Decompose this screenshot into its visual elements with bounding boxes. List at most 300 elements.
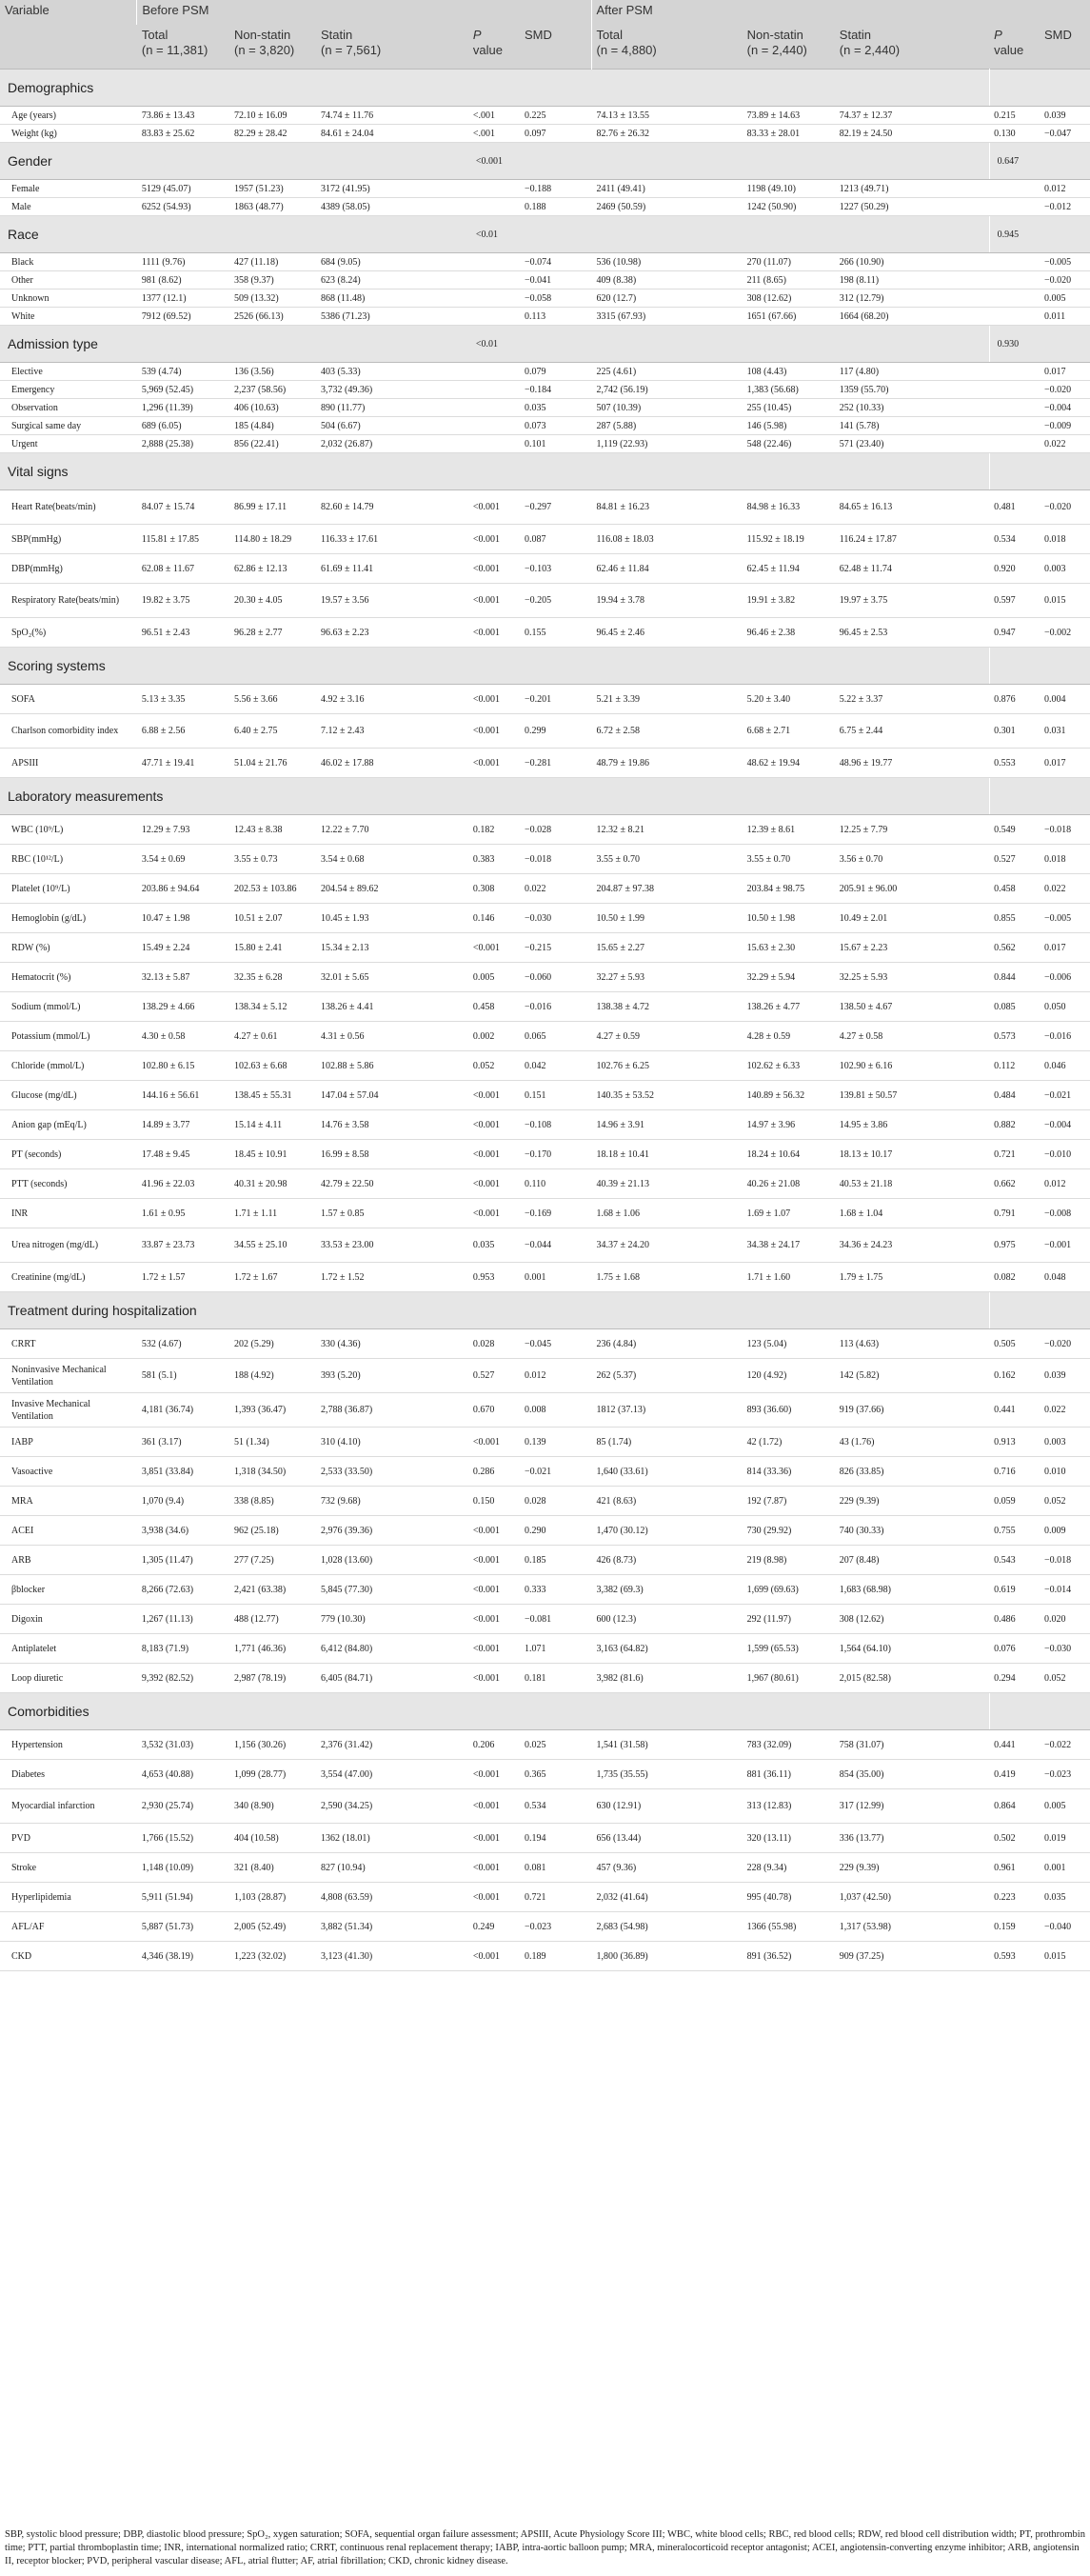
table-cell: 0.151: [520, 1081, 591, 1110]
table-cell: 779 (10.30): [316, 1605, 468, 1634]
table-cell: 5.21 ± 3.39: [591, 685, 743, 714]
section-header-row: [0, 778, 1090, 815]
table-cell: 0.299: [520, 714, 591, 749]
table-cell: 1.79 ± 1.75: [835, 1263, 989, 1292]
table-cell: −0.215: [520, 933, 591, 963]
table-cell: 1.71 ± 1.11: [229, 1199, 316, 1228]
row-label: Potassium (mmol/L): [0, 1022, 137, 1051]
row-label: PT (seconds): [0, 1140, 137, 1169]
row-label: CRRT: [0, 1329, 137, 1359]
table-cell: −0.020: [1040, 1329, 1090, 1359]
table-cell: 4,181 (36.74): [137, 1393, 229, 1428]
table-cell: −0.021: [520, 1457, 591, 1487]
table-cell: −0.041: [520, 271, 591, 290]
table-cell: 0.011: [1040, 308, 1090, 326]
table-cell: 141 (5.78): [835, 417, 989, 435]
table-cell: −0.014: [1040, 1575, 1090, 1605]
table-cell: 2,930 (25.74): [137, 1789, 229, 1824]
table-cell: 1242 (50.90): [743, 198, 835, 216]
table-cell: [468, 271, 520, 290]
table-cell: −0.005: [1040, 904, 1090, 933]
header-row-groups: [0, 0, 1090, 25]
table-cell: 73.89 ± 14.63: [743, 107, 835, 125]
table-cell: 1,223 (32.02): [229, 1942, 316, 1971]
section-title: Treatment during hospitalization: [0, 1292, 468, 1329]
table-cell: 5129 (45.07): [137, 180, 229, 198]
section-spacer: [520, 778, 989, 815]
table-cell: 48.96 ± 19.77: [835, 749, 989, 778]
table-cell: 0.185: [520, 1546, 591, 1575]
table-row: [0, 1760, 1090, 1789]
table-cell: −0.018: [1040, 1546, 1090, 1575]
table-cell: 0.844: [989, 963, 1040, 992]
table-cell: 0.562: [989, 933, 1040, 963]
table-cell: 426 (8.73): [591, 1546, 743, 1575]
table-cell: 83.33 ± 28.01: [743, 125, 835, 143]
section-p-value-before: <0.01: [468, 216, 520, 253]
column-header-line2: value: [994, 43, 1024, 57]
table-cell: 211 (8.65): [743, 271, 835, 290]
table-cell: 0.079: [520, 363, 591, 381]
table-cell: 0.002: [468, 1022, 520, 1051]
column-header-line2: value: [472, 43, 503, 57]
table-cell: 457 (9.36): [591, 1853, 743, 1883]
table-cell: 51 (1.34): [229, 1428, 316, 1457]
table-cell: 73.86 ± 13.43: [137, 107, 229, 125]
table-cell: 32.13 ± 5.87: [137, 963, 229, 992]
row-label: Surgical same day: [0, 417, 137, 435]
table-cell: −0.297: [520, 490, 591, 525]
table-cell: 138.34 ± 5.12: [229, 992, 316, 1022]
table-cell: 102.63 ± 6.68: [229, 1051, 316, 1081]
table-cell: 1366 (55.98): [743, 1912, 835, 1942]
table-cell: 0.882: [989, 1110, 1040, 1140]
table-cell: 0.059: [989, 1487, 1040, 1516]
table-row: [0, 525, 1090, 554]
table-cell: 0.022: [1040, 435, 1090, 453]
table-cell: 310 (4.10): [316, 1428, 468, 1457]
table-cell: 890 (11.77): [316, 399, 468, 417]
table-cell: 1,119 (22.93): [591, 435, 743, 453]
table-cell: 18.13 ± 10.17: [835, 1140, 989, 1169]
table-cell: 4.31 ± 0.56: [316, 1022, 468, 1051]
table-cell: 0.791: [989, 1199, 1040, 1228]
section-p-value-after: 0.647: [989, 143, 1040, 180]
table-cell: 15.49 ± 2.24: [137, 933, 229, 963]
table-cell: −0.008: [1040, 1199, 1090, 1228]
table-cell: 1,599 (65.53): [743, 1634, 835, 1664]
table-row: [0, 1634, 1090, 1664]
table-cell: −0.188: [520, 180, 591, 198]
table-cell: 4389 (58.05): [316, 198, 468, 216]
table-cell: 4,346 (38.19): [137, 1942, 229, 1971]
table-cell: 207 (8.48): [835, 1546, 989, 1575]
table-cell: 142 (5.82): [835, 1359, 989, 1393]
table-cell: 108 (4.43): [743, 363, 835, 381]
row-label: Other: [0, 271, 137, 290]
table-cell: 0.670: [468, 1393, 520, 1428]
table-cell: 0.025: [520, 1730, 591, 1760]
table-cell: 1.71 ± 1.60: [743, 1263, 835, 1292]
row-label: ARB: [0, 1546, 137, 1575]
table-cell: 8,183 (71.9): [137, 1634, 229, 1664]
table-cell: 113 (4.63): [835, 1329, 989, 1359]
table-cell: 3,732 (49.36): [316, 381, 468, 399]
row-label: IABP: [0, 1428, 137, 1457]
table-cell: −0.023: [520, 1912, 591, 1942]
table-cell: 83.83 ± 25.62: [137, 125, 229, 143]
table-cell: 336 (13.77): [835, 1824, 989, 1853]
table-cell: 0.294: [989, 1664, 1040, 1693]
table-cell: 0.003: [1040, 554, 1090, 584]
table-cell: 219 (8.98): [743, 1546, 835, 1575]
table-cell: 0.017: [1040, 933, 1090, 963]
table-cell: 12.32 ± 8.21: [591, 815, 743, 845]
table-row: [0, 435, 1090, 453]
table-cell: 0.534: [520, 1789, 591, 1824]
table-cell: 630 (12.91): [591, 1789, 743, 1824]
table-cell: 9,392 (82.52): [137, 1664, 229, 1693]
table-cell: 2,015 (82.58): [835, 1664, 989, 1693]
table-cell: 0.458: [989, 874, 1040, 904]
table-cell: −0.045: [520, 1329, 591, 1359]
table-cell: 20.30 ± 4.05: [229, 584, 316, 618]
section-p-value-before: [468, 1292, 520, 1329]
table-cell: 84.07 ± 15.74: [137, 490, 229, 525]
table-cell: [989, 271, 1040, 290]
row-label: White: [0, 308, 137, 326]
table-cell: 1,267 (11.13): [137, 1605, 229, 1634]
table-cell: 136 (3.56): [229, 363, 316, 381]
table-cell: <0.001: [468, 1575, 520, 1605]
table-row: [0, 290, 1090, 308]
row-label: SpO₂(%): [0, 618, 137, 648]
table-cell: 0.527: [989, 845, 1040, 874]
table-row: [0, 618, 1090, 648]
section-p-value-before: [468, 778, 520, 815]
row-label: PVD: [0, 1824, 137, 1853]
table-cell: 0.181: [520, 1664, 591, 1693]
table-cell: [989, 381, 1040, 399]
table-cell: 102.76 ± 6.25: [591, 1051, 743, 1081]
table-cell: 4.92 ± 3.16: [316, 685, 468, 714]
table-cell: 236 (4.84): [591, 1329, 743, 1359]
table-cell: 229 (9.39): [835, 1487, 989, 1516]
table-cell: <0.001: [468, 1081, 520, 1110]
table-cell: 72.10 ± 16.09: [229, 107, 316, 125]
table-cell: 40.53 ± 21.18: [835, 1169, 989, 1199]
table-cell: 962 (25.18): [229, 1516, 316, 1546]
table-cell: 0.046: [1040, 1051, 1090, 1081]
table-cell: 3,163 (64.82): [591, 1634, 743, 1664]
table-cell: 0.549: [989, 815, 1040, 845]
table-cell: <0.001: [468, 490, 520, 525]
table-cell: 0.113: [520, 308, 591, 326]
table-cell: 548 (22.46): [743, 435, 835, 453]
table-cell: 3.54 ± 0.69: [137, 845, 229, 874]
table-cell: 15.65 ± 2.27: [591, 933, 743, 963]
table-cell: 0.001: [1040, 1853, 1090, 1883]
table-cell: <.001: [468, 125, 520, 143]
table-cell: 205.91 ± 96.00: [835, 874, 989, 904]
row-label: Platelet (10⁹/L): [0, 874, 137, 904]
table-cell: 12.39 ± 8.61: [743, 815, 835, 845]
table-cell: 82.76 ± 26.32: [591, 125, 743, 143]
table-cell: 1213 (49.71): [835, 180, 989, 198]
table-cell: 1359 (55.70): [835, 381, 989, 399]
section-title: Laboratory measurements: [0, 778, 468, 815]
section-spacer: [520, 70, 989, 107]
table-cell: 16.99 ± 8.58: [316, 1140, 468, 1169]
section-spacer: [1040, 1292, 1090, 1329]
table-cell: 32.29 ± 5.94: [743, 963, 835, 992]
table-row: [0, 685, 1090, 714]
table-cell: 919 (37.66): [835, 1393, 989, 1428]
section-header-row: [0, 70, 1090, 107]
table-cell: [468, 180, 520, 198]
section-title: Vital signs: [0, 453, 468, 490]
table-cell: 5,911 (51.94): [137, 1883, 229, 1912]
table-cell: −0.058: [520, 290, 591, 308]
section-p-value-before: <0.001: [468, 143, 520, 180]
table-cell: 3.54 ± 0.68: [316, 845, 468, 874]
table-cell: 33.53 ± 23.00: [316, 1228, 468, 1263]
column-header: [591, 25, 743, 70]
table-cell: 228 (9.34): [743, 1853, 835, 1883]
table-cell: 321 (8.40): [229, 1853, 316, 1883]
table-cell: 147.04 ± 57.04: [316, 1081, 468, 1110]
table-cell: 115.81 ± 17.85: [137, 525, 229, 554]
table-cell: 1,800 (36.89): [591, 1942, 743, 1971]
table-cell: 96.63 ± 2.23: [316, 618, 468, 648]
row-label: Observation: [0, 399, 137, 417]
table-cell: 1,564 (64.10): [835, 1634, 989, 1664]
row-label: Black: [0, 253, 137, 271]
table-cell: −0.103: [520, 554, 591, 584]
table-cell: 3,554 (47.00): [316, 1760, 468, 1789]
table-cell: 32.25 ± 5.93: [835, 963, 989, 992]
table-cell: 0.486: [989, 1605, 1040, 1634]
row-label: RDW (%): [0, 933, 137, 963]
table-cell: <0.001: [468, 1605, 520, 1634]
table-row: [0, 1457, 1090, 1487]
header-after-psm: After PSM: [591, 0, 1090, 25]
table-cell: 5,887 (51.73): [137, 1912, 229, 1942]
table-cell: 6.88 ± 2.56: [137, 714, 229, 749]
table-cell: 0.139: [520, 1428, 591, 1457]
table-cell: 340 (8.90): [229, 1789, 316, 1824]
row-label: Charlson comorbidity index: [0, 714, 137, 749]
table-row: [0, 874, 1090, 904]
table-cell: 1,296 (11.39): [137, 399, 229, 417]
section-p-value-before: [468, 1693, 520, 1730]
table-cell: 62.48 ± 11.74: [835, 554, 989, 584]
table-cell: 571 (23.40): [835, 435, 989, 453]
section-header-row: [0, 326, 1090, 363]
table-cell: 116.24 ± 17.87: [835, 525, 989, 554]
row-label: Emergency: [0, 381, 137, 399]
section-title: Demographics: [0, 70, 468, 107]
row-label: Female: [0, 180, 137, 198]
table-cell: 2,683 (54.98): [591, 1912, 743, 1942]
row-label: βblocker: [0, 1575, 137, 1605]
table-cell: 41.96 ± 22.03: [137, 1169, 229, 1199]
table-cell: <0.001: [468, 1824, 520, 1853]
table-cell: 0.015: [1040, 584, 1090, 618]
table-cell: 4.28 ± 0.59: [743, 1022, 835, 1051]
table-cell: 814 (33.36): [743, 1457, 835, 1487]
header-row-columns: [0, 25, 1090, 70]
table-cell: 308 (12.62): [743, 290, 835, 308]
table-cell: 1863 (48.77): [229, 198, 316, 216]
table-cell: 0.097: [520, 125, 591, 143]
section-p-value-after: 0.930: [989, 326, 1040, 363]
table-cell: <0.001: [468, 1664, 520, 1693]
table-cell: 2526 (66.13): [229, 308, 316, 326]
table-cell: 1.57 ± 0.85: [316, 1199, 468, 1228]
table-cell: 0.553: [989, 749, 1040, 778]
table-cell: 0.593: [989, 1942, 1040, 1971]
table-cell: 19.57 ± 3.56: [316, 584, 468, 618]
table-cell: 5386 (71.23): [316, 308, 468, 326]
table-cell: 0.035: [1040, 1883, 1090, 1912]
table-cell: 0.333: [520, 1575, 591, 1605]
table-cell: 15.80 ± 2.41: [229, 933, 316, 963]
table-cell: −0.044: [520, 1228, 591, 1263]
table-cell: 146 (5.98): [743, 417, 835, 435]
table-row: [0, 271, 1090, 290]
table-cell: 61.69 ± 11.41: [316, 554, 468, 584]
table-cell: 0.052: [1040, 1487, 1090, 1516]
table-cell: 0.039: [1040, 1359, 1090, 1393]
table-cell: 62.08 ± 11.67: [137, 554, 229, 584]
table-cell: 19.94 ± 3.78: [591, 584, 743, 618]
table-cell: 140.35 ± 53.52: [591, 1081, 743, 1110]
table-cell: 138.38 ± 4.72: [591, 992, 743, 1022]
table-row: [0, 1329, 1090, 1359]
table-cell: 116.33 ± 17.61: [316, 525, 468, 554]
section-header-row: [0, 648, 1090, 685]
table-cell: 1362 (18.01): [316, 1824, 468, 1853]
table-cell: 144.16 ± 56.61: [137, 1081, 229, 1110]
table-cell: 14.97 ± 3.96: [743, 1110, 835, 1140]
table-cell: 783 (32.09): [743, 1730, 835, 1760]
table-cell: −0.028: [520, 815, 591, 845]
column-header: [520, 25, 591, 70]
table-cell: 47.71 ± 19.41: [137, 749, 229, 778]
table-cell: 84.98 ± 16.33: [743, 490, 835, 525]
table-row: [0, 904, 1090, 933]
table-cell: 0.441: [989, 1730, 1040, 1760]
section-title: Race: [0, 216, 468, 253]
table-row: [0, 1883, 1090, 1912]
table-cell: 732 (9.68): [316, 1487, 468, 1516]
header-before-psm: Before PSM: [137, 0, 591, 25]
column-header: [316, 25, 468, 70]
section-p-value-before: [468, 70, 520, 107]
table-cell: 3.55 ± 0.70: [743, 845, 835, 874]
table-cell: 15.14 ± 4.11: [229, 1110, 316, 1140]
table-cell: 826 (33.85): [835, 1457, 989, 1487]
column-header: [1040, 25, 1090, 70]
table-cell: <0.001: [468, 1140, 520, 1169]
table-row: [0, 1487, 1090, 1516]
table-cell: 0.012: [1040, 1169, 1090, 1199]
row-label: Respiratory Rate(beats/min): [0, 584, 137, 618]
table-cell: <0.001: [468, 584, 520, 618]
section-p-value-after: [989, 648, 1040, 685]
table-cell: 0.194: [520, 1824, 591, 1853]
table-cell: 2,742 (56.19): [591, 381, 743, 399]
table-row: [0, 1393, 1090, 1428]
section-spacer: [520, 326, 989, 363]
table-cell: 0.017: [1040, 363, 1090, 381]
table-cell: 84.61 ± 24.04: [316, 125, 468, 143]
table-cell: 6252 (54.93): [137, 198, 229, 216]
table-cell: −0.281: [520, 749, 591, 778]
table-cell: <0.001: [468, 1760, 520, 1789]
section-spacer: [1040, 326, 1090, 363]
table-cell: 1.75 ± 1.68: [591, 1263, 743, 1292]
table-cell: 0.015: [1040, 1942, 1090, 1971]
table-cell: 202.53 ± 103.86: [229, 874, 316, 904]
table-cell: 138.26 ± 4.41: [316, 992, 468, 1022]
table-cell: 252 (10.33): [835, 399, 989, 417]
table-cell: −0.108: [520, 1110, 591, 1140]
table-cell: 2,533 (33.50): [316, 1457, 468, 1487]
section-spacer: [520, 216, 989, 253]
table-cell: 536 (10.98): [591, 253, 743, 271]
table-row: [0, 1199, 1090, 1228]
table-cell: 0.975: [989, 1228, 1040, 1263]
row-label: RBC (10¹²/L): [0, 845, 137, 874]
table-cell: 34.37 ± 24.20: [591, 1228, 743, 1263]
table-cell: 3,123 (41.30): [316, 1942, 468, 1971]
table-row: [0, 1853, 1090, 1883]
table-cell: 19.82 ± 3.75: [137, 584, 229, 618]
section-spacer: [1040, 453, 1090, 490]
row-label: DBP(mmHg): [0, 554, 137, 584]
table-cell: 4.27 ± 0.61: [229, 1022, 316, 1051]
table-cell: 0.755: [989, 1516, 1040, 1546]
table-cell: [468, 290, 520, 308]
table-row: [0, 1022, 1090, 1051]
table-cell: 909 (37.25): [835, 1942, 989, 1971]
table-cell: 102.80 ± 6.15: [137, 1051, 229, 1081]
table-cell: 102.62 ± 6.33: [743, 1051, 835, 1081]
table-row: [0, 399, 1090, 417]
table-cell: 185 (4.84): [229, 417, 316, 435]
table-cell: 3,938 (34.6): [137, 1516, 229, 1546]
section-spacer: [520, 453, 989, 490]
table-cell: 1812 (37.13): [591, 1393, 743, 1428]
table-row: [0, 1428, 1090, 1457]
table-cell: 138.26 ± 4.77: [743, 992, 835, 1022]
table-cell: 404 (10.58): [229, 1824, 316, 1853]
section-spacer: [520, 648, 989, 685]
table-cell: 0.085: [989, 992, 1040, 1022]
table-cell: 1111 (9.76): [137, 253, 229, 271]
table-cell: 32.27 ± 5.93: [591, 963, 743, 992]
table-cell: [989, 180, 1040, 198]
table-cell: <0.001: [468, 525, 520, 554]
row-label: INR: [0, 1199, 137, 1228]
table-cell: 4.30 ± 0.58: [137, 1022, 229, 1051]
table-cell: 123 (5.04): [743, 1329, 835, 1359]
table-cell: 0.017: [1040, 749, 1090, 778]
table-cell: 14.95 ± 3.86: [835, 1110, 989, 1140]
table-row: [0, 1081, 1090, 1110]
